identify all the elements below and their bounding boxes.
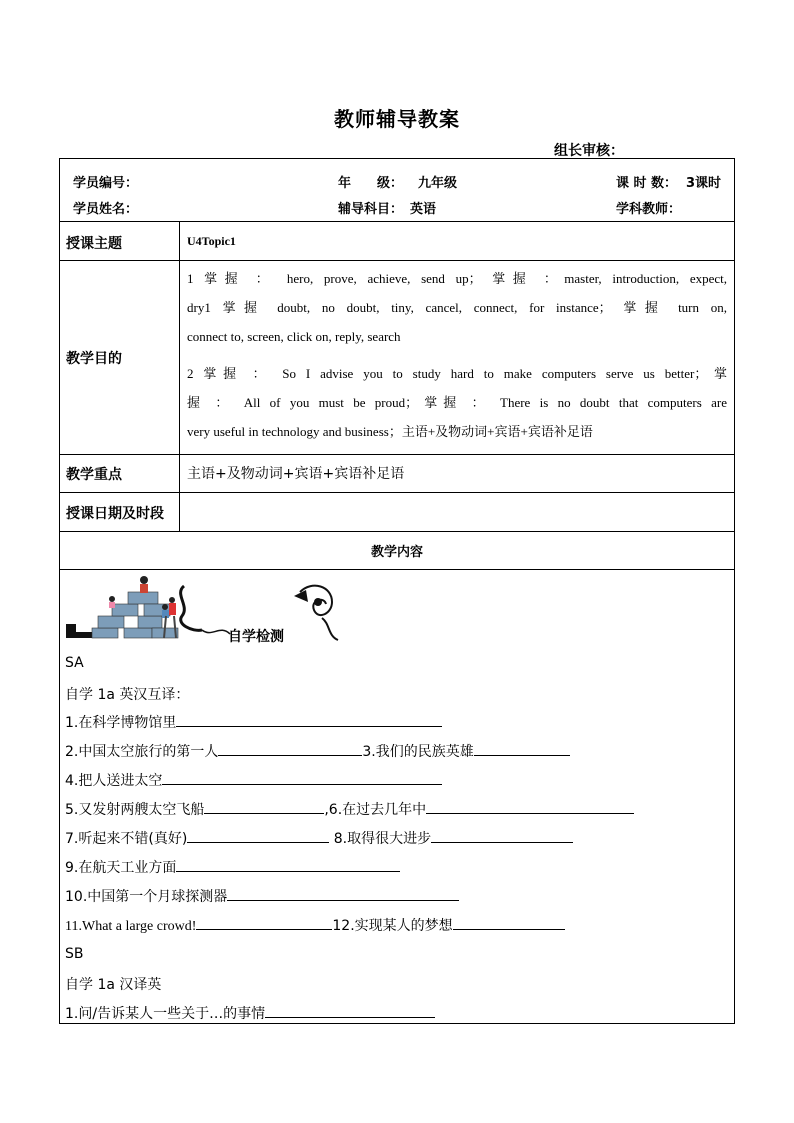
hours-value: 3课时 [686,176,722,191]
table-divider [59,221,735,222]
answer-blank[interactable] [162,770,442,785]
exercise-item: 12.实现某人的梦想 [332,918,453,934]
grade-value: 九年级 [418,176,458,191]
exercise-item: 1.在科学博物馆里 [65,715,177,731]
table-divider [59,492,735,493]
exercise-item: 2.中国太空旅行的第一人 [65,744,219,760]
section-sa: SA [65,655,84,671]
exercise-line [65,712,442,732]
section-sb: SB [65,946,84,962]
answer-blank[interactable] [431,828,573,843]
exercise-item: 8.取得很大进步 [329,831,432,847]
exercise-line [65,741,570,761]
self-check-label: 自学检测 [228,629,284,645]
hours-label: 课 时 数： [616,176,678,191]
study-illustration [62,572,352,644]
table-divider [59,260,735,261]
topic-value: U4Topic1 [187,234,236,248]
sb-heading: 自学 1a 汉译英 [65,977,162,993]
teacher-label: 学科教师： [616,202,682,217]
objective-line: connect to, screen, click on, reply, search [187,329,401,344]
answer-blank[interactable] [453,915,565,930]
table-divider [59,569,735,570]
answer-blank[interactable] [204,799,324,814]
subject-label: 辅导科目： [338,202,404,217]
exercise-line [65,915,565,935]
exercise-line [65,828,573,848]
student-name-label: 学员姓名： [73,202,139,217]
answer-blank[interactable] [474,741,570,756]
answer-blank[interactable] [187,828,329,843]
answer-blank[interactable] [176,712,442,727]
objective-line: 1 掌握 ： hero, prove, achieve, send up； 掌握 ：master, introduction, expect, [187,271,727,286]
objective-label: 教学目的 [66,351,122,367]
topic-label: 授课主题 [66,236,122,252]
objective-line: dry1 掌握 doubt, no doubt, tiny, cancel, connect, for instance； 掌握 turn on, [187,300,727,315]
exercise-item: ,6.在过去几年中 [324,802,427,818]
column-divider [179,221,180,531]
exercise-item: 4.把人送进太空 [65,773,163,789]
exercise-item: 7.听起来不错(真好) [65,831,188,847]
exercise-item: 9.在航天工业方面 [65,860,177,876]
answer-blank[interactable] [176,857,400,872]
exercise-line [65,1003,435,1023]
table-divider [59,531,735,532]
answer-blank[interactable] [227,886,459,901]
reviewer-label: 组长审核： [554,143,624,159]
exercise-item: 11.What a large crowd! [65,919,197,934]
answer-blank[interactable] [265,1003,435,1018]
student-id-label: 学员编号： [73,176,139,191]
subject-value: 英语 [410,202,437,217]
answer-blank[interactable] [196,915,332,930]
exercise-item: 1.问/告诉某人一些关于…的事情 [65,1006,266,1022]
objective-line: 2 掌握 ： So I advise you to study hard to make computers serve us better；掌 [187,366,727,381]
exercise-item: 10.中国第一个月球探测器 [65,889,228,905]
exercise-item: 3.我们的民族英雄 [362,744,474,760]
content-heading: 教学内容 [370,545,423,560]
objective-line: 握 ： All of you must be proud；掌握 ： There is no doubt that computers are [187,395,727,410]
answer-blank[interactable] [426,799,634,814]
objective-line: very useful in technology and business；主语+及物动词+宾语+宾语补足语 [187,424,593,439]
exercise-line [65,886,459,906]
exercise-line [65,770,442,790]
keypoint-value: 主语+及物动词+宾语+宾语补足语 [187,466,405,482]
date-label: 授课日期及时段 [66,506,164,522]
table-divider [59,454,735,455]
objective-text [187,264,727,446]
exercise-line [65,799,634,819]
keypoint-label: 教学重点 [66,467,122,483]
grade-label: 年 级： [338,176,404,191]
exercise-line [65,857,400,877]
exercise-item: 5.又发射两艘太空飞船 [65,802,205,818]
document-title: 教师辅导教案 [334,107,460,131]
sa-heading: 自学 1a 英汉互译： [65,687,190,703]
answer-blank[interactable] [218,741,362,756]
